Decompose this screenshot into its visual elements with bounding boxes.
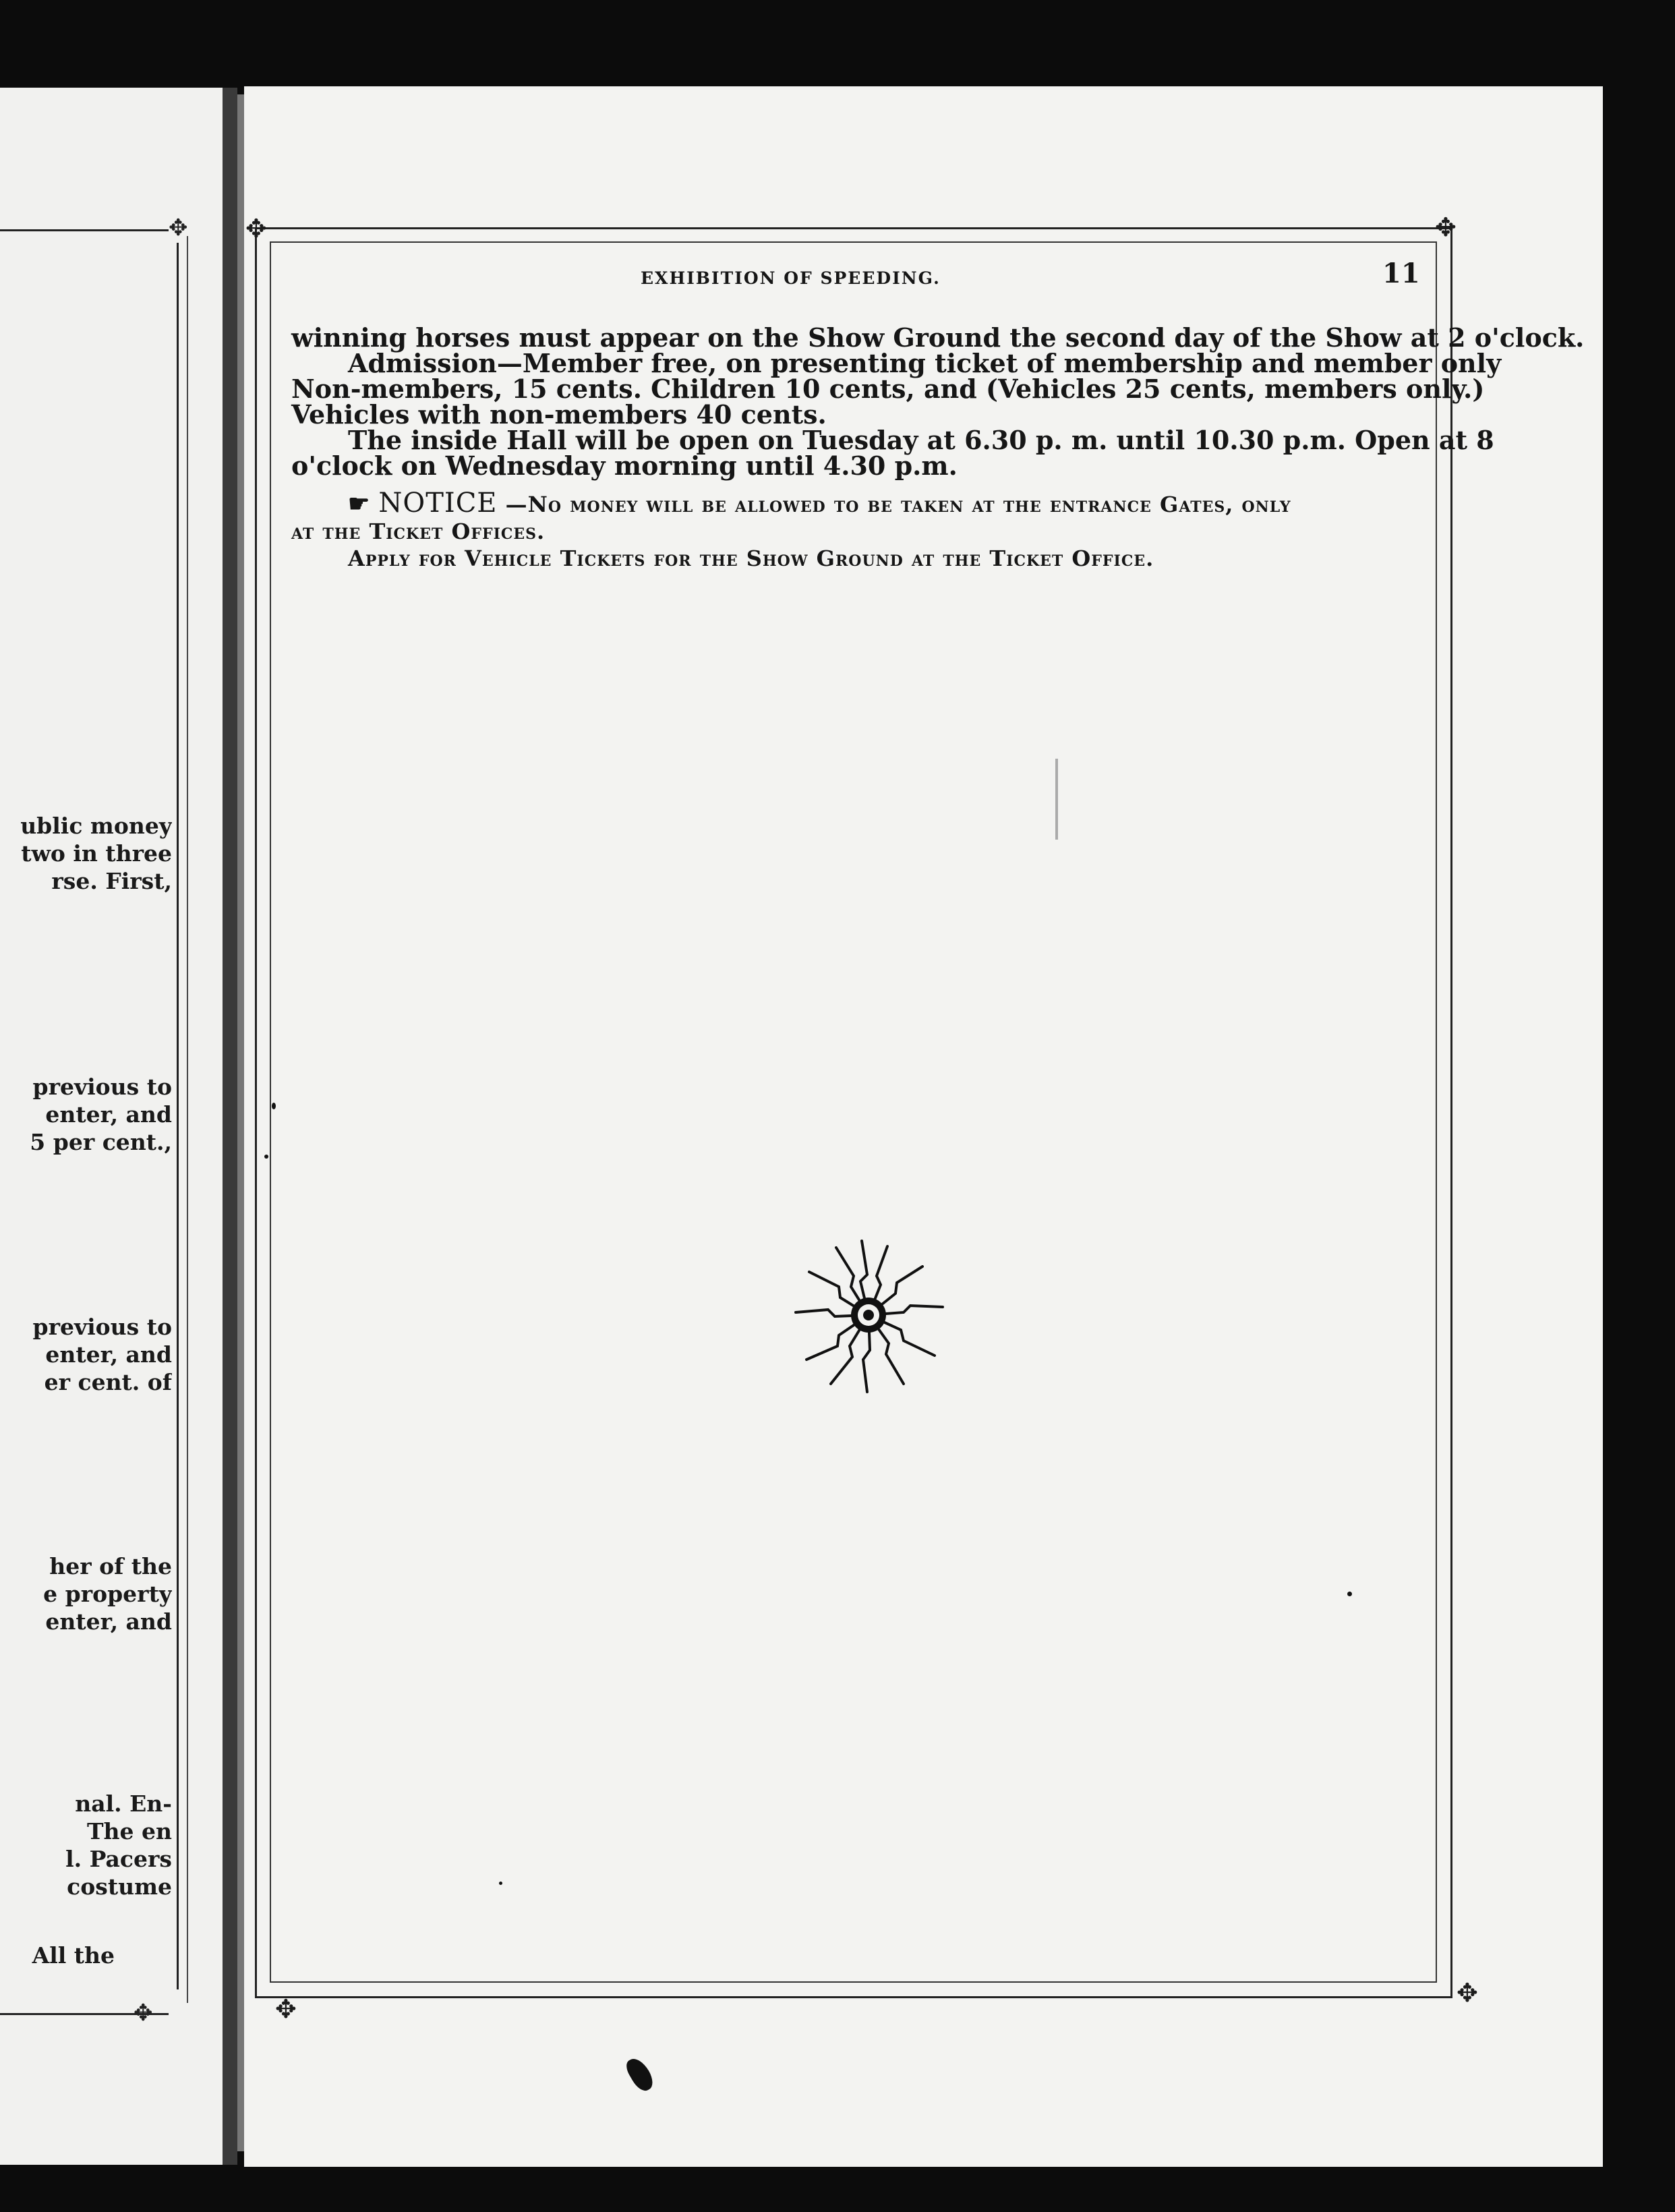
page-number: 11 — [1382, 258, 1420, 289]
left-page-text-line: rse. First, — [51, 868, 172, 894]
left-corner-ornament-icon: ✥ — [169, 214, 188, 241]
corner-ornament-icon: ✥ — [275, 1994, 297, 2024]
body-line: Non-members, 15 cents. Children 10 cents, and (Vehicles 25 cents, members only.) — [291, 374, 1485, 404]
left-page-text-line: previous to — [32, 1314, 172, 1340]
notice-continuation: at the Ticket Offices. — [291, 519, 546, 544]
left-page-frame-rule — [177, 243, 179, 1989]
ink-speck — [499, 1882, 502, 1885]
corner-ornament-icon: ✥ — [245, 214, 267, 243]
vehicle-ticket-line: Apply for Vehicle Tickets for the Show Ground at the Ticket Office. — [348, 546, 1154, 571]
running-head: EXHIBITION OF SPEEDING. — [641, 268, 941, 288]
book-gutter-shadow — [237, 94, 244, 2151]
admission-line: Admission—Member free, on presenting ticket of membership and member only — [348, 348, 1502, 378]
left-page-text-line: nal. En- — [75, 1791, 172, 1817]
book-gutter — [223, 88, 237, 2165]
notice-text: —No money will be allowed to be taken at the entrance Gates, only — [505, 492, 1291, 517]
left-page-text-line: enter, and — [45, 1608, 172, 1635]
left-page-text-line: costume — [67, 1873, 172, 1900]
left-page-text-line: e property — [43, 1581, 172, 1607]
left-page-text-line: l. Pacers — [65, 1846, 172, 1872]
left-page-text-line: er cent. of — [44, 1369, 172, 1395]
left-page-text-line: her of the — [49, 1553, 172, 1579]
ink-speck — [264, 1155, 268, 1159]
left-page-text-line: The en — [86, 1818, 172, 1844]
corner-ornament-icon: ✥ — [1457, 1978, 1478, 2008]
body-line: o'clock on Wednesday morning until 4.30 p.m. — [291, 450, 958, 481]
notice-heading: NOTICE — [378, 488, 498, 519]
ink-speck — [1347, 1592, 1352, 1596]
left-page-text-line: previous to — [32, 1074, 172, 1100]
left-page-text-line: ublic money — [20, 813, 172, 839]
notice-line — [291, 490, 1424, 518]
corner-ornament-icon: ✥ — [1435, 212, 1457, 242]
left-page-text-line: enter, and — [45, 1101, 172, 1128]
body-line: Vehicles with non-members 40 cents. — [291, 399, 827, 430]
left-corner-ornament-icon: ✥ — [134, 2000, 153, 2027]
ink-speck — [272, 1103, 276, 1109]
left-page-text-line: two in three — [21, 840, 172, 867]
left-page-top-rule — [0, 229, 169, 231]
left-page-text-line: All the — [32, 1942, 115, 1969]
left-page-text-line: 5 per cent., — [30, 1129, 172, 1155]
left-page-text-line: enter, and — [45, 1341, 172, 1368]
left-page-frame-rule-outer — [187, 236, 188, 2003]
sunburst-ornament-icon — [781, 1227, 956, 1403]
hall-hours-line: The inside Hall will be open on Tuesday at 6.30 p. m. until 10.30 p.m. Open at 8 — [348, 425, 1494, 455]
pointing-hand-icon: ☛ — [348, 490, 371, 518]
body-line: winning horses must appear on the Show Ground the second day of the Show at 2 o'clock. — [291, 322, 1585, 353]
body-text — [291, 322, 1585, 572]
